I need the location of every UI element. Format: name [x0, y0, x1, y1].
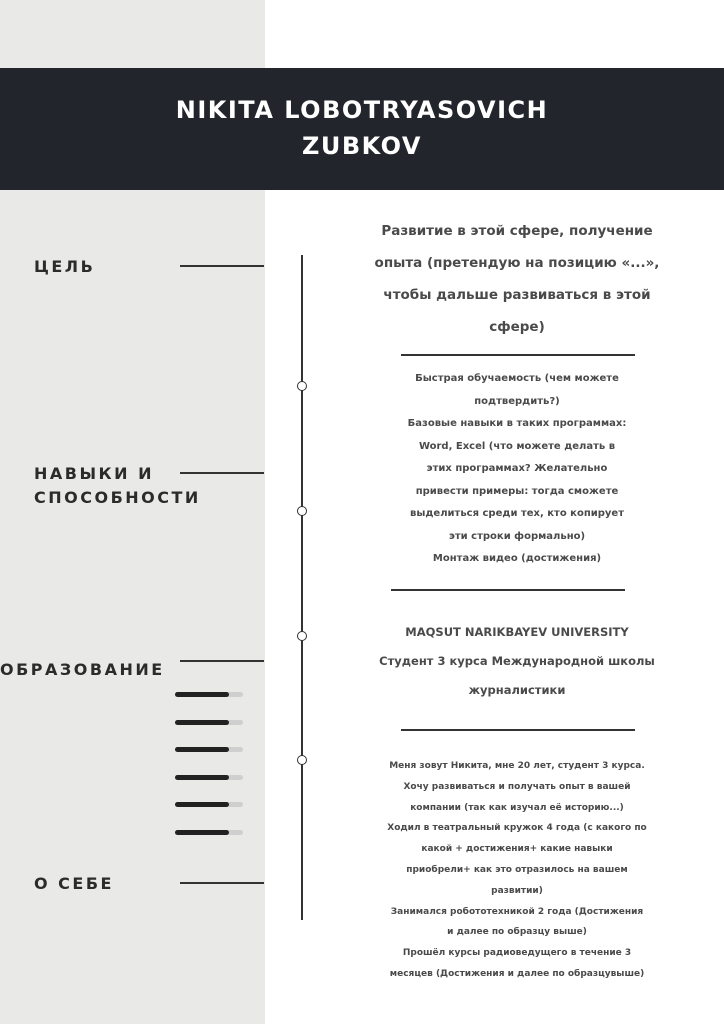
skill-level-fill [175, 747, 229, 752]
separator-line [401, 354, 635, 356]
section-goal-label: ЦЕЛЬ [34, 257, 96, 276]
skills-line: Монтаж видео (достижения) [432, 553, 602, 564]
goal-line: чтобы дальше развиваться в этой [383, 287, 651, 303]
section-about-label: О СЕБЕ [34, 874, 114, 893]
skill-level-bar [175, 692, 243, 697]
about-line: и далее по образцу выше) [447, 927, 587, 938]
skills-text [360, 368, 674, 571]
about-line: компании (так как изучал её историю...) [410, 802, 624, 813]
about-line: развитии) [491, 885, 543, 896]
skills-line: этих программах? Желательно [426, 463, 608, 474]
skills-line: Базовые навыки в таких программах: [407, 418, 627, 429]
section-skills-label-line1: НАВЫКИ И [34, 464, 154, 483]
section-education-label: ОБРАЗОВАНИЕ [0, 660, 165, 679]
skill-level-fill [175, 830, 229, 835]
skill-level-fill [175, 775, 229, 780]
header-banner [0, 68, 724, 190]
candidate-name [0, 92, 724, 164]
separator-line [401, 729, 635, 731]
about-connector-line [180, 882, 264, 884]
about-line: месяцев (Достижения и далее по образцувыше) [389, 968, 645, 979]
about-text [360, 756, 674, 985]
timeline-dot [297, 755, 307, 765]
skill-level-bar [175, 747, 243, 752]
about-line: Занимался робототехникой 2 года (Достижения [390, 906, 644, 917]
timeline-dot [297, 506, 307, 516]
about-line: какой + достижения+ какие навыки [421, 844, 613, 855]
separator-line [391, 589, 625, 591]
goal-connector-line [180, 265, 264, 267]
skills-line: привести примеры: тогда сможете [415, 485, 619, 497]
skills-line: Word, Excel (что можете делать в [418, 440, 616, 452]
education-line: журналистики [468, 683, 566, 697]
section-skills-label-line2: СПОСОБНОСТИ [34, 488, 201, 507]
skill-level-fill [175, 720, 229, 725]
skill-level-bar [175, 830, 243, 835]
skills-line: подтвердить?) [474, 395, 560, 407]
about-line: Прошёл курсы радиоведущего в течение 3 [402, 948, 632, 959]
education-line: Студент 3 курса Международной школы [379, 654, 655, 668]
about-line: приобрели+ как это отразилось на вашем [406, 864, 628, 875]
skills-connector-line [180, 472, 264, 474]
timeline-dot [297, 381, 307, 391]
goal-text [360, 215, 674, 343]
education-connector-line [180, 660, 264, 662]
timeline-line [301, 255, 303, 920]
education-text [360, 618, 674, 705]
name-line-1: NIKITA LOBOTRYASOVICH [175, 96, 549, 124]
goal-line: сфере) [489, 319, 545, 335]
about-line: Хочу развиваться и получать опыт в вашей [403, 781, 631, 792]
skill-level-fill [175, 692, 229, 697]
skill-level-bar [175, 802, 243, 807]
skills-line: эти строки формально) [448, 530, 586, 542]
skills-line: выделиться среди тех, кто копирует [409, 508, 624, 519]
education-line: MAQSUT NARIKBAYEV UNIVERSITY [405, 625, 629, 639]
timeline-dot [297, 631, 307, 641]
skill-level-bar [175, 775, 243, 780]
goal-line: опыта (претендую на позицию «...», [374, 255, 660, 271]
skills-line: Быстрая обучаемость (чем можете [415, 373, 619, 384]
name-line-2: ZUBKOV [301, 132, 423, 160]
about-line: Меня зовут Никита, мне 20 лет, студент 3 курса. [389, 761, 645, 771]
goal-line: Развитие в этой сфере, получение [381, 223, 653, 239]
skill-level-bar [175, 720, 243, 725]
about-line: Ходил в театральный кружок 4 года (с какого по [387, 823, 647, 834]
skill-level-fill [175, 802, 229, 807]
